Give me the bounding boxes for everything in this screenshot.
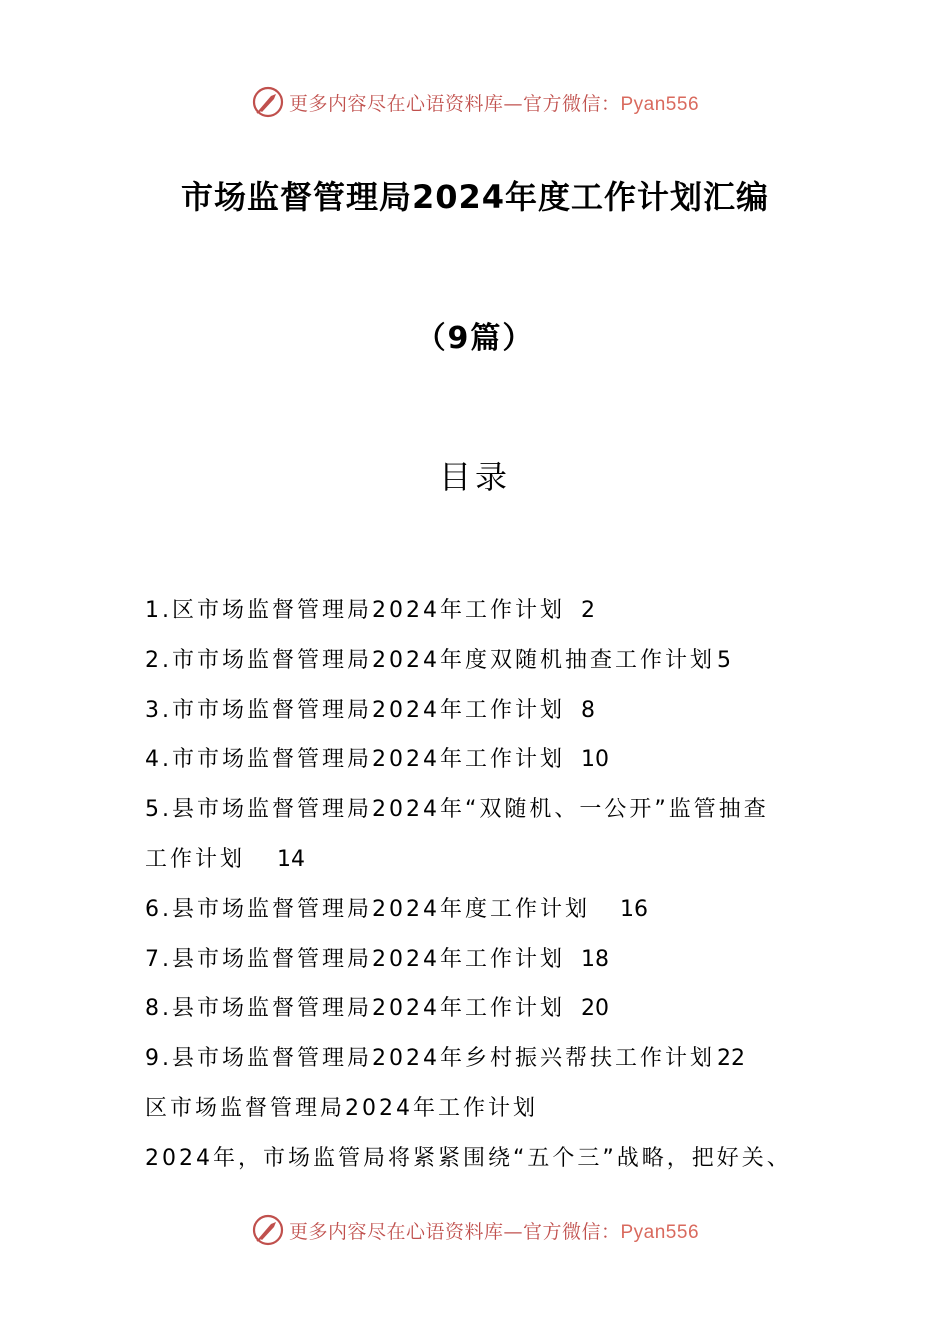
toc-item[interactable] bbox=[145, 686, 825, 736]
document-subtitle: （9篇） bbox=[415, 321, 535, 356]
toc-item[interactable] bbox=[145, 885, 825, 935]
toc-item[interactable] bbox=[145, 785, 825, 835]
toc-item-page: 14 bbox=[277, 846, 306, 872]
pen-nib-logo-icon bbox=[251, 85, 285, 119]
toc-item-text: 5.县市场监督管理局2024年“双随机、一公开”监管抽查 bbox=[145, 797, 769, 823]
toc-item[interactable] bbox=[145, 735, 825, 785]
toc-item-text: 1.区市场监督管理局2024年工作计划 bbox=[145, 598, 565, 623]
toc-item-page: 2 bbox=[580, 598, 595, 623]
header-watermark bbox=[0, 82, 950, 122]
toc-item-page: 18 bbox=[580, 946, 609, 972]
watermark-wechat-id: Pyan556 bbox=[620, 93, 700, 115]
toc-item[interactable] bbox=[145, 984, 825, 1034]
toc-item-text: 8.县市场监督管理局2024年工作计划 bbox=[145, 996, 565, 1022]
toc-item-text: 4.市市场监督管理局2024年工作计划 bbox=[145, 747, 565, 773]
toc-item[interactable] bbox=[145, 835, 825, 885]
toc-item-page: 20 bbox=[580, 996, 609, 1022]
toc-heading: 目录 bbox=[438, 458, 511, 496]
toc-item-text: 2.市市场监督管理局2024年度双随机抽查工作计划 bbox=[145, 647, 715, 673]
toc-item[interactable] bbox=[145, 586, 825, 636]
toc-item-page: 5 bbox=[716, 647, 731, 673]
toc-item[interactable] bbox=[145, 1034, 825, 1084]
toc-item-text: 6.县市场监督管理局2024年度工作计划 bbox=[145, 896, 590, 922]
toc-item-text: 7.县市场监督管理局2024年工作计划 bbox=[145, 946, 565, 972]
toc-item-page: 16 bbox=[619, 896, 648, 922]
footer-watermark bbox=[0, 1210, 950, 1250]
toc-item[interactable] bbox=[145, 935, 825, 985]
section-title: 区市场监督管理局2024年工作计划 bbox=[145, 1095, 538, 1121]
toc-item-text: 3.市市场监督管理局2024年工作计划 bbox=[145, 697, 565, 723]
pen-nib-logo-icon bbox=[251, 1213, 285, 1247]
watermark-text: 更多内容尽在心语资料库—官方微信： bbox=[288, 92, 621, 115]
watermark-text: 更多内容尽在心语资料库—官方微信： bbox=[288, 1220, 621, 1243]
body-paragraph: 2024年，市场监管局将紧紧围绕“五个三”战略，把好关、 bbox=[145, 1145, 792, 1171]
toc-item-page: 8 bbox=[580, 697, 595, 723]
document-title: 市场监督管理局2024年度工作计划汇编 bbox=[180, 178, 770, 216]
watermark-wechat-id: Pyan556 bbox=[620, 1221, 700, 1243]
toc-item-page: 10 bbox=[580, 747, 609, 773]
toc-item-text: 9.县市场监督管理局2024年乡村振兴帮扶工作计划 bbox=[145, 1046, 715, 1072]
table-of-contents bbox=[145, 586, 825, 1184]
toc-item[interactable] bbox=[145, 636, 825, 686]
toc-item-text: 工作计划 bbox=[145, 846, 246, 872]
toc-item-page: 22 bbox=[716, 1046, 745, 1072]
